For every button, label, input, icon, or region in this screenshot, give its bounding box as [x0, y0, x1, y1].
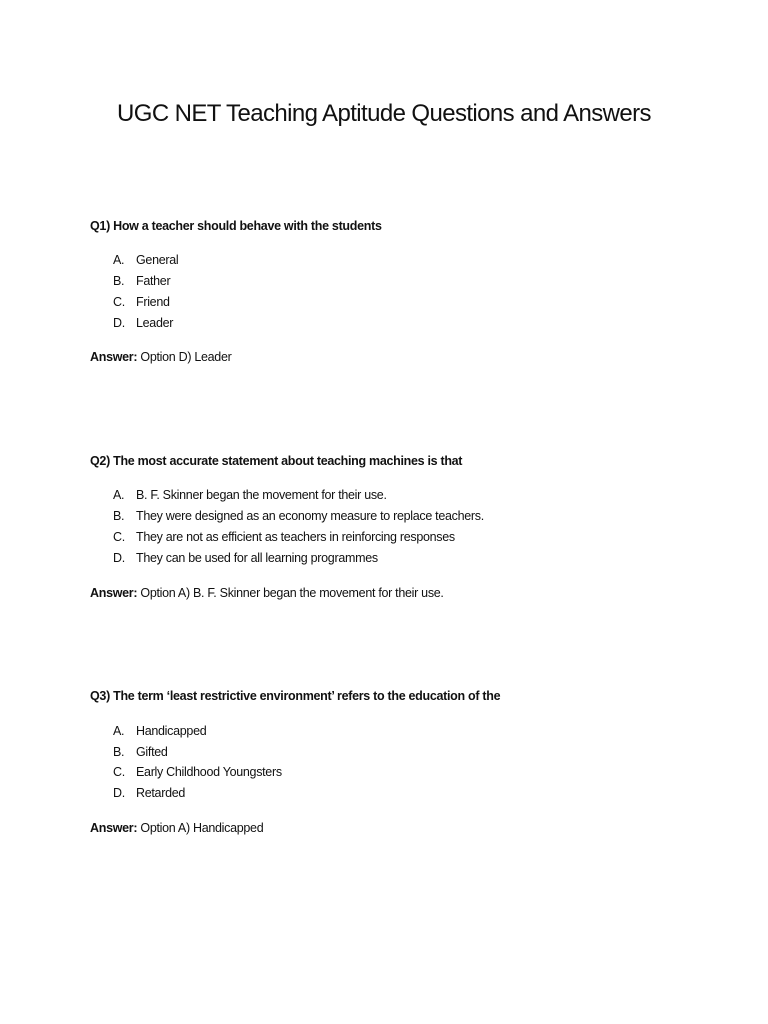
- option-text: Handicapped: [136, 724, 207, 738]
- option-item: [113, 745, 168, 759]
- option-letter: B.: [113, 509, 125, 523]
- option-item: [113, 551, 378, 565]
- option-letter: D.: [113, 316, 125, 330]
- option-text: Leader: [136, 316, 174, 330]
- option-text: Father: [136, 274, 171, 288]
- option-text: They are not as efficient as teachers in reinforcing responses: [136, 530, 455, 544]
- option-letter: B.: [113, 274, 125, 288]
- answer-text: Option A) B. F. Skinner began the movement for their use.: [137, 586, 444, 600]
- answer-text: Option A) Handicapped: [137, 821, 264, 835]
- option-text: They can be used for all learning programmes: [136, 551, 378, 565]
- option-letter: D.: [113, 551, 125, 565]
- answer-label: Answer:: [90, 586, 138, 600]
- answer-line: [90, 821, 263, 835]
- option-item: [113, 316, 173, 330]
- option-item: [113, 724, 206, 738]
- option-letter: C.: [113, 530, 125, 544]
- option-item: [113, 488, 387, 502]
- option-text: Early Childhood Youngsters: [136, 765, 282, 779]
- option-letter: B.: [113, 745, 125, 759]
- option-text: Friend: [136, 295, 170, 309]
- option-text: They were designed as an economy measure to replace teachers.: [136, 509, 484, 523]
- option-item: [113, 786, 185, 800]
- question-2: Q2) The most accurate statement about teaching machines is that: [90, 454, 463, 468]
- option-item: [113, 274, 170, 288]
- question-1: Q1) How a teacher should behave with the students: [90, 219, 382, 233]
- answer-text: Option D) Leader: [137, 350, 232, 364]
- option-letter: C.: [113, 295, 125, 309]
- answer-line: [90, 586, 444, 600]
- option-letter: A.: [113, 253, 125, 267]
- option-item: [113, 253, 178, 267]
- option-letter: D.: [113, 786, 125, 800]
- option-letter: C.: [113, 765, 125, 779]
- option-text: B. F. Skinner began the movement for their use.: [136, 488, 387, 502]
- option-text: Retarded: [136, 786, 186, 800]
- option-item: [113, 765, 282, 779]
- option-item: [113, 295, 170, 309]
- option-text: Gifted: [136, 745, 168, 759]
- answer-label: Answer:: [90, 821, 138, 835]
- answer-line: [90, 350, 231, 364]
- page-title: UGC NET Teaching Aptitude Questions and Answers: [117, 100, 651, 127]
- option-text: General: [136, 253, 179, 267]
- option-item: [113, 509, 484, 523]
- option-item: [113, 530, 455, 544]
- option-letter: A.: [113, 488, 125, 502]
- answer-label: Answer:: [90, 350, 138, 364]
- option-letter: A.: [113, 724, 125, 738]
- question-3: Q3) The term ‘least restrictive environment’ refers to the education of the: [90, 689, 501, 703]
